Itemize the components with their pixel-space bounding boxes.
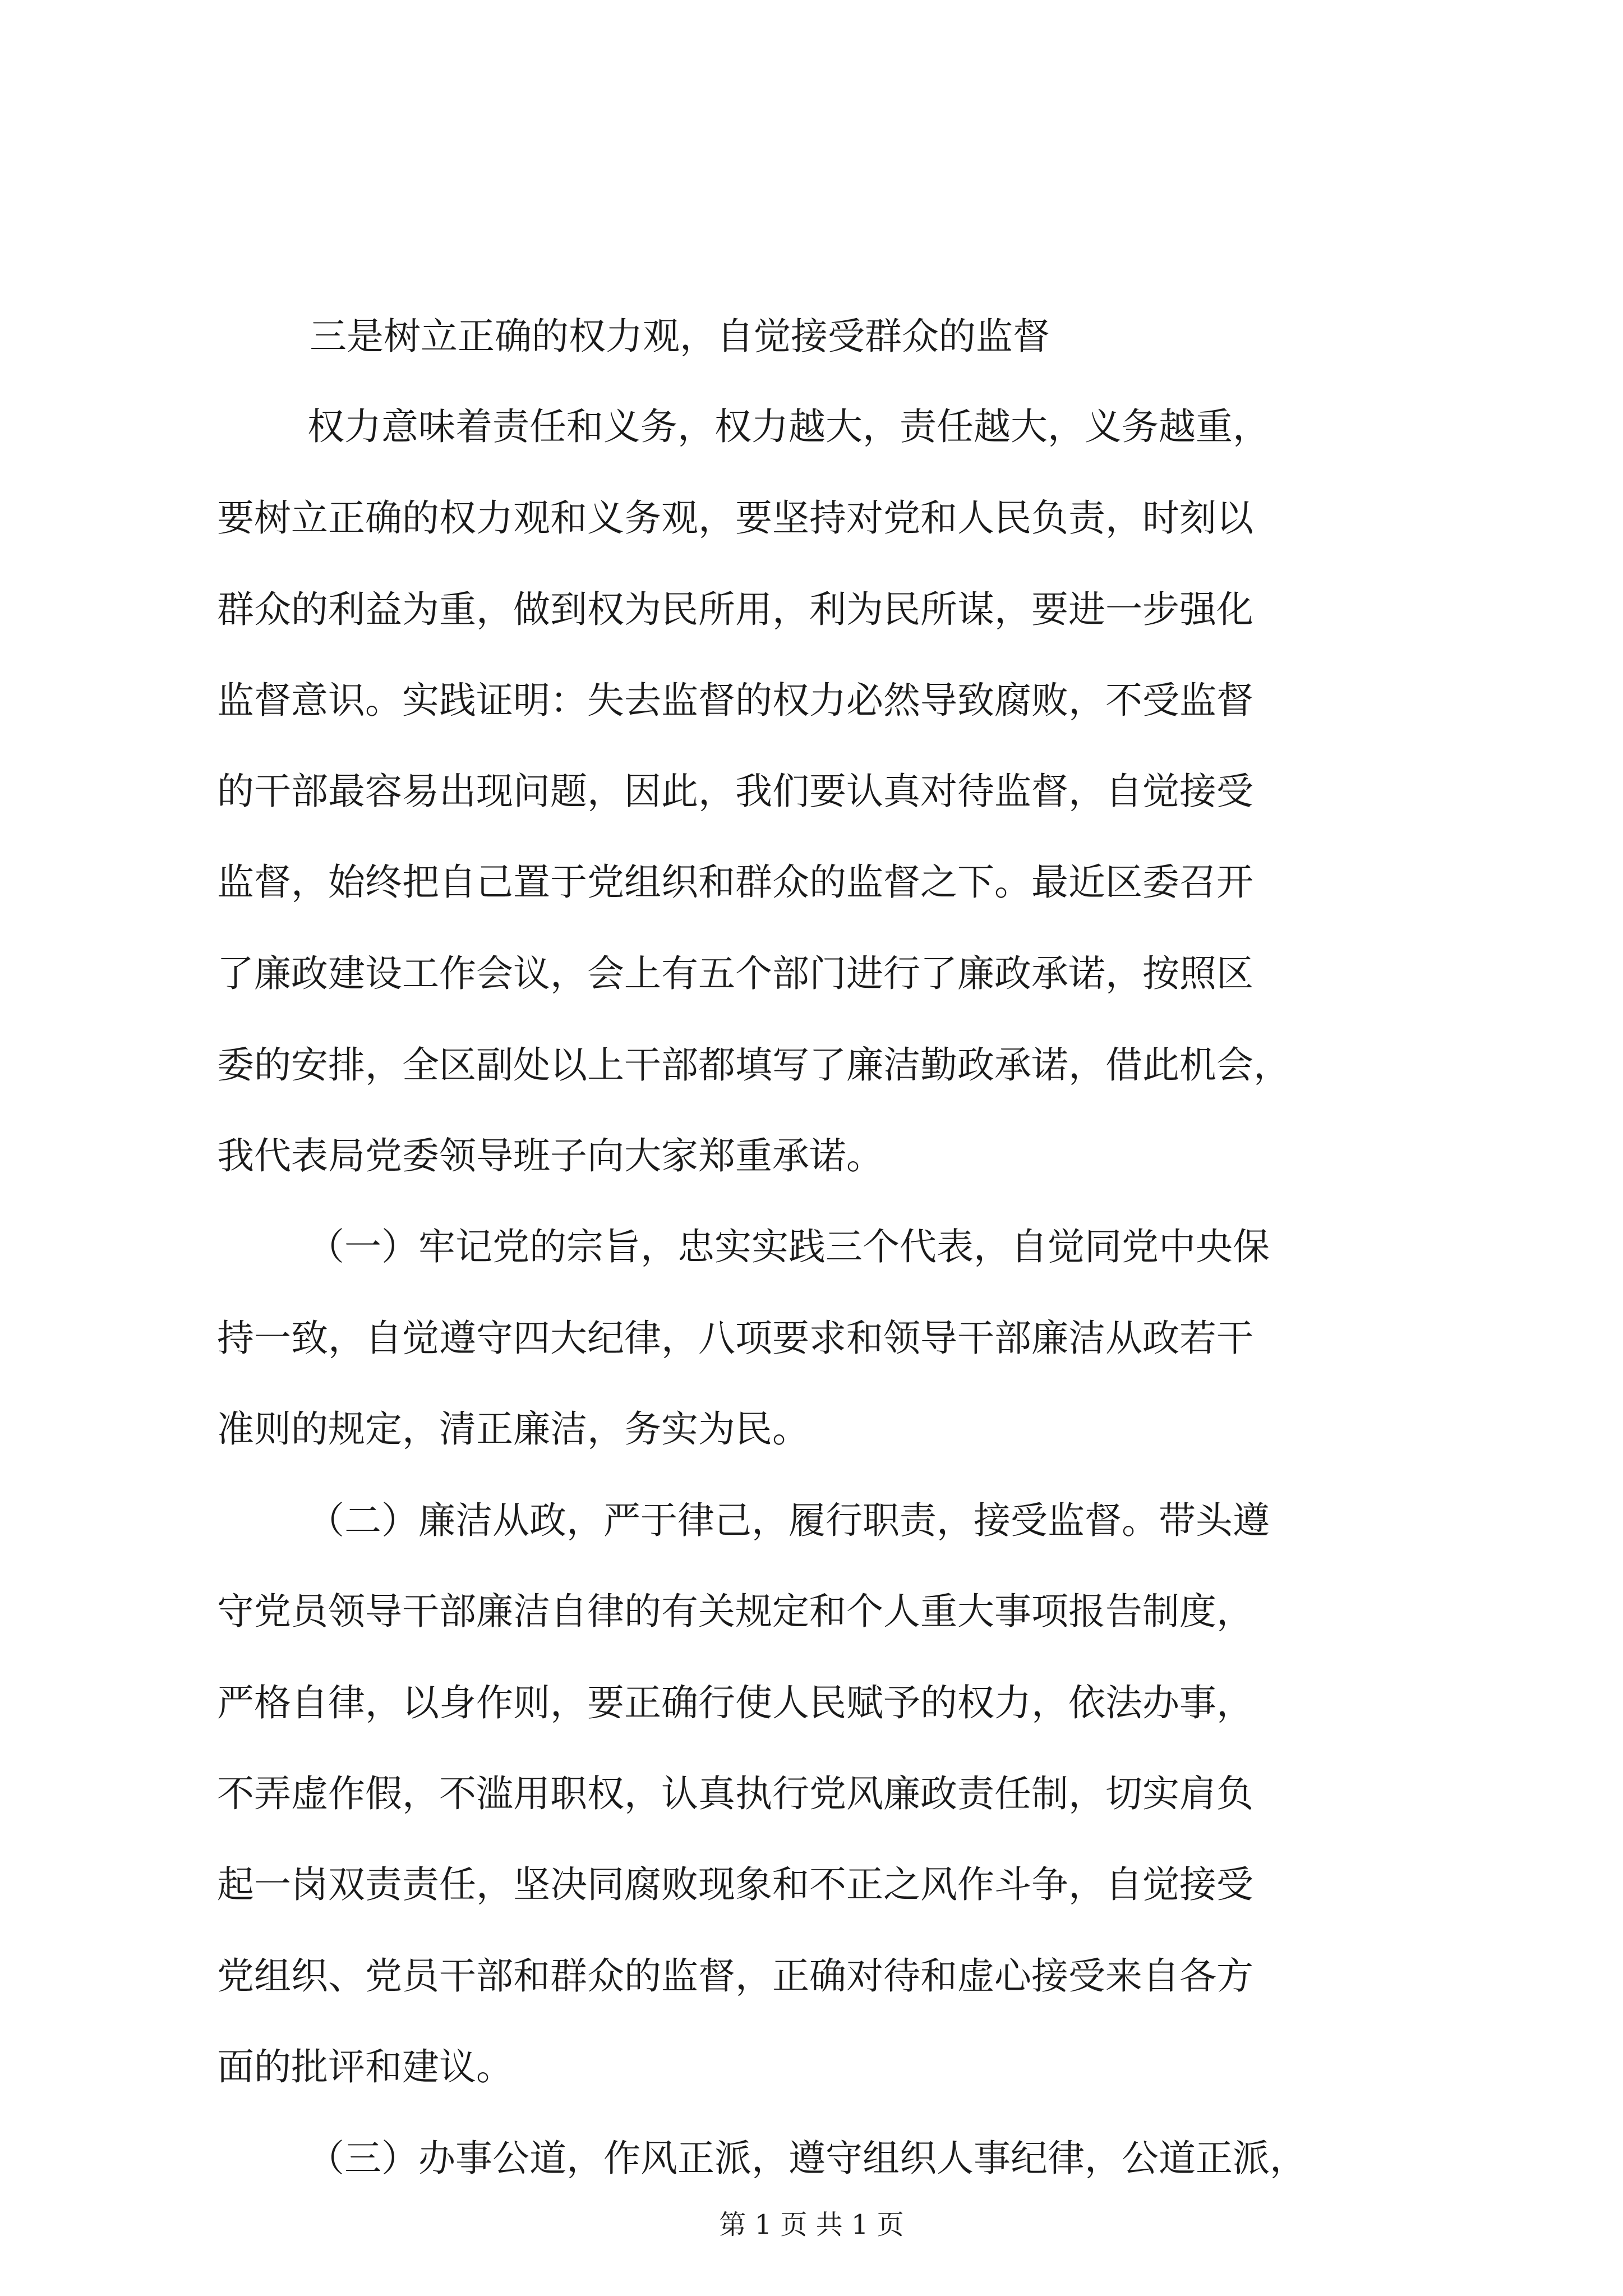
paragraph-1-line-4: 监督意识。实践证明：失去监督的权力必然导致腐败，不受监督: [217, 679, 1253, 722]
paragraph-1-line-9: 我代表局党委领导班子向大家郑重承诺。: [217, 1134, 883, 1177]
paragraph-3-line-4: 不弄虚作假，不滥用职权，认真执行党风廉政责任制，切实肩负: [217, 1772, 1253, 1815]
paragraph-2-line-2: 持一致，自觉遵守四大纪律，八项要求和领导干部廉洁从政若干: [217, 1317, 1253, 1360]
paragraph-3-line-7: 面的批评和建议。: [217, 2045, 513, 2088]
section-heading: 三是树立正确的权力观，自觉接受群众的监督: [310, 315, 1050, 358]
paragraph-1-line-1: 权力意味着责任和义务，权力越大，责任越大，义务越重，: [307, 405, 1270, 448]
paragraph-4-line-1: （三）办事公道，作风正派，遵守组织人事纪律，公道正派，: [307, 2137, 1307, 2180]
paragraph-3-line-5: 起一岗双责责任，坚决同腐败现象和不正之风作斗争，自觉接受: [217, 1863, 1253, 1906]
paragraph-3-line-1: （二）廉洁从政，严于律己，履行职责，接受监督。带头遵: [307, 1499, 1270, 1542]
page-footer: 第 1 页 共 1 页: [719, 2209, 904, 2240]
paragraph-1-line-3: 群众的利益为重，做到权为民所用，利为民所谋，要进一步强化: [217, 588, 1253, 631]
paragraph-1-line-2: 要树立正确的权力观和义务观，要坚持对党和人民负责，时刻以: [217, 496, 1253, 540]
paragraph-3-line-6: 党组织、党员干部和群众的监督，正确对待和虚心接受来自各方: [217, 1954, 1253, 1998]
paragraph-2-line-1: （一）牢记党的宗旨，忠实实践三个代表，自觉同党中央保: [307, 1225, 1270, 1268]
paragraph-3-line-2: 守党员领导干部廉洁自律的有关规定和个人重大事项报告制度，: [217, 1590, 1253, 1633]
paragraph-1-line-6: 监督，始终把自己置于党组织和群众的监督之下。最近区委召开: [217, 861, 1253, 904]
paragraph-1-line-8: 委的安排，全区副处以上干部都填写了廉洁勤政承诺，借此机会，: [217, 1043, 1290, 1087]
paragraph-1-line-5: 的干部最容易出现问题，因此，我们要认真对待监督，自觉接受: [217, 770, 1253, 813]
paragraph-1-line-7: 了廉政建设工作会议，会上有五个部门进行了廉政承诺，按照区: [217, 952, 1253, 995]
paragraph-2-line-3: 准则的规定，清正廉洁，务实为民。: [217, 1407, 809, 1451]
paragraph-3-line-3: 严格自律，以身作则，要正确行使人民赋予的权力，依法办事，: [217, 1681, 1253, 1724]
